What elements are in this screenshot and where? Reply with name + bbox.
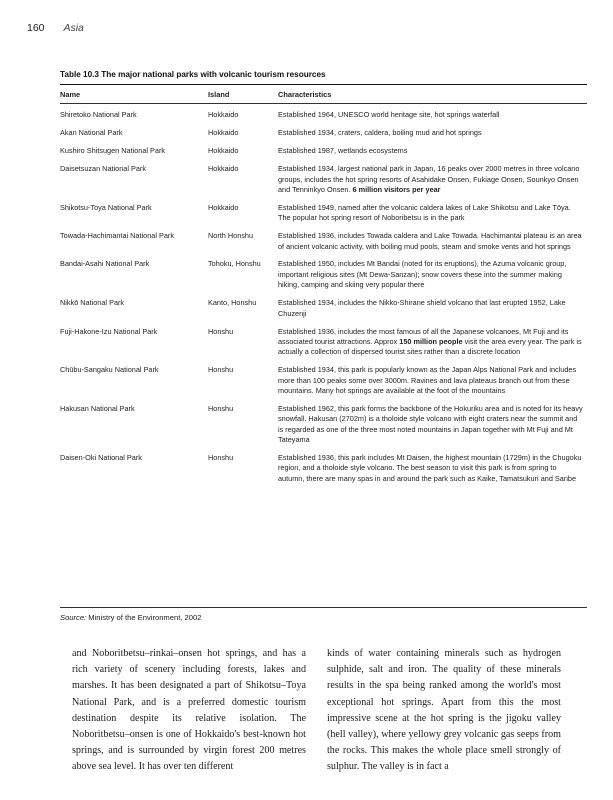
table-row xyxy=(60,146,587,164)
park-island: Honshu xyxy=(208,453,234,463)
table-row xyxy=(60,203,587,231)
park-island: Tohoku, Honshu xyxy=(208,259,261,269)
header-name: Name xyxy=(60,87,208,104)
park-characteristics: Established 1949, named after the volcanic caldera lakes of Lake Shikotsu and Lake Tōya. The popular hot spring resort of Noboribetsu is in the park xyxy=(278,202,571,223)
header-characteristics: Characteristics xyxy=(278,87,587,104)
park-name: Fuji-Hakone-Izu National Park xyxy=(60,326,158,336)
section-name: Asia xyxy=(63,22,84,34)
characteristics-highlight: 6 million visitors per year xyxy=(352,184,441,194)
park-characteristics: Established 1936, this park includes Mt Daisen, the highest mountain (1729m) in the Chugoku region, and a tholoide style volcano. The best season to visit this park is from spring to autumn, there are many spas in and around the park such as Kaike, Tamatsukuri and Sanbe xyxy=(278,453,582,483)
table-header-row xyxy=(60,87,587,104)
park-characteristics: Established 1934, this park is popularly known as the Japan Alps National Park and includes more than 100 peaks some over 3000m. Ravines and lava plateaus branch out from these mountains. Many hot springs are available at the foot of the mountains xyxy=(278,365,577,396)
park-island: Hokkaido xyxy=(208,146,239,156)
table-row xyxy=(60,104,587,128)
park-island: Hokkaido xyxy=(208,164,239,174)
park-characteristics: Established 1936, includes Towada caldera and Lake Towada. Hachimantai plateau is an area of ancient volcanic activity, with boiling mud pools, steam and smoke vents and hot springs xyxy=(278,231,582,251)
park-characteristics xyxy=(278,327,587,366)
park-name: Hakusan National Park xyxy=(60,403,135,413)
park-characteristics: Established 1950, includes Mt Bandai (noted for its eruptions), the Azuma volcanic group, important religious sites (Mt Dewa-Sanzan); snow covers these into the summer making hiking, camping and skiing very popular there xyxy=(278,259,567,290)
park-name: Nikkō National Park xyxy=(60,298,125,308)
park-island: Honshu xyxy=(208,326,234,336)
characteristics-text: Established 1934, largest national park in Japan, 16 peaks over 2000 metres in three volcano groups, includes the hot spring resorts of Asahidake Onsen, Fukiage Onsen, Sounkyo Onsen and Tenninkyo Onsen. xyxy=(278,164,580,194)
running-head xyxy=(27,22,84,34)
park-island: Honshu xyxy=(208,365,234,375)
table-row xyxy=(60,365,587,404)
table-row xyxy=(60,298,587,326)
park-island: Honshu xyxy=(208,403,234,413)
characteristics-highlight: 150 million people xyxy=(399,336,463,346)
park-name: Shikotsu-Toya National Park xyxy=(60,202,152,212)
park-island: Hokkaido xyxy=(208,128,239,138)
park-characteristics: Established 1934, craters, caldera, boiling mud and hot springs xyxy=(278,128,482,138)
table-row xyxy=(60,164,587,203)
park-name: Towada-Hachimantai National Park xyxy=(60,231,174,241)
table-caption: Table 10.3 The major national parks with volcanic tourism resources xyxy=(60,70,326,79)
source-label: Source: xyxy=(60,613,87,622)
park-name: Akan National Park xyxy=(60,128,123,138)
park-island: Kanto, Honshu xyxy=(208,298,257,308)
body-text-right-column: kinds of water containing minerals such as hydrogen sulphide, salt and iron. The quality of these minerals results in the spa being ranked among the world's most exceptional hot springs. Apart from this the most impressive scene at the hot spring is the jigoku valley (hell valley), where yellowy grey volcanic gas seeps from the rocks. This makes the whole place smell strongly of sulphur. The valley is in fact a xyxy=(327,648,561,773)
park-name: Daisen-Oki National Park xyxy=(60,453,142,463)
table-source-note xyxy=(60,613,201,622)
characteristics-text: Established 1936, includes the most famous of all the Japanese volcanoes, Mt Fuji and its associated tourist attractions. Approx xyxy=(278,326,569,346)
park-name: Bandai-Asahi National Park xyxy=(60,259,150,269)
table-row xyxy=(60,404,587,453)
park-characteristics: Established 1987, wetlands ecosystems xyxy=(278,146,408,156)
table-row xyxy=(60,327,587,366)
park-characteristics: Established 1934, includes the Nikko-Shirane shield volcano that last erupted 1952, Lake Chuzenji xyxy=(278,298,566,318)
park-name: Chūbu-Sangaku National Park xyxy=(60,365,159,375)
table-row xyxy=(60,453,587,492)
park-island: Hokkaido xyxy=(208,202,239,212)
header-island: Island xyxy=(208,87,278,104)
page-number: 160 xyxy=(27,22,45,34)
table-row xyxy=(60,231,587,259)
table-bottom-rule xyxy=(60,607,587,608)
park-island: North Honshu xyxy=(208,231,254,241)
park-island: Hokkaido xyxy=(208,110,239,120)
park-characteristics: Established 1964, UNESCO world heritage site, hot springs waterfall xyxy=(278,110,500,120)
source-text: Ministry of the Environment, 2002 xyxy=(88,613,202,622)
park-characteristics xyxy=(278,164,587,203)
table-row xyxy=(60,259,587,298)
park-name: Daisetsuzan National Park xyxy=(60,164,146,174)
national-parks-table xyxy=(60,87,587,492)
characteristics-text-after: visit the area every year. The park is actually a collection of dispersed tourist sites rather than a discrete location xyxy=(278,336,582,357)
park-name: Kushiro Shitsugen National Park xyxy=(60,146,166,156)
park-characteristics: Established 1962, this park forms the backbone of the Hokuriku area and is noted for its heavy snowfall. Hakusan (2702m) is a tholoide style volcano with eight craters near the summit and is regarded as one of the three most noted mountains in Japan together with Mt Fuji and Mt Tateyama xyxy=(278,403,583,445)
park-name: Shiretoko National Park xyxy=(60,110,137,120)
table-row xyxy=(60,128,587,146)
body-text-left-column: and Noboritbetsu–rinkai–onsen hot springs, and has a rich variety of scenery including forests, lakes and marshes. It has been designated a part of Shikotsu–Toya National Park, and is a preferred domestic tourism destination despite its relative isolation. The Noboritbetsu–onsen is one of Hokkaido's best-known hot springs, and is surrounded by virgin forest 200 metres above sea level. It has over ten different xyxy=(72,648,306,773)
table-top-rule xyxy=(60,84,587,85)
